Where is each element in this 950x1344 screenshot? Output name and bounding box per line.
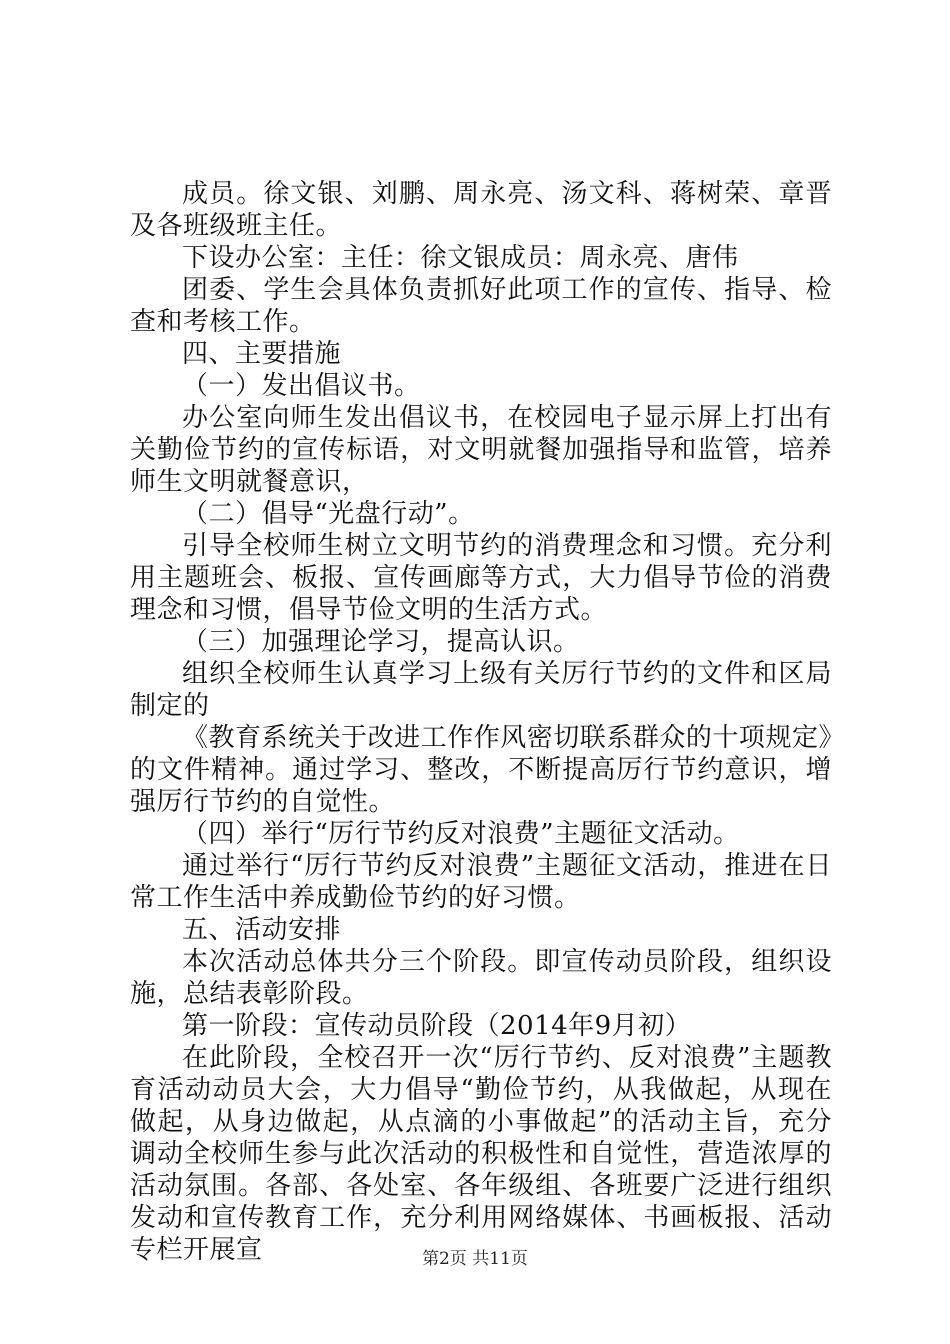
paragraph-proposal: 办公室向师生发出倡议书，在校园电子显示屏上打出有关勤俭节约的宣传标语，对文明就餐加强指导和监管，培养师生文明就餐意识， [130,403,832,497]
subheading-stage-one: 第一阶段：宣传动员阶段（2014年9月初） [182,1011,692,1041]
paragraph-three-stages: 本次活动总体共分三个阶段。即宣传动员阶段，组织设施，总结表彰阶段。 [130,947,832,1009]
paragraph-ten-rules: 《教育系统关于改进工作作风密切联系群众的十项规定》的文件精神。通过学习、整改，不断提高厉行节约意识，增强厉行节约的自觉性。 [130,723,832,817]
heading-main-measures: 四、主要措施 [182,339,342,369]
subheading-clean-plate: （二）倡导“光盘行动”。 [182,499,475,529]
paragraph-members: 成员。徐文银、刘鹏、周永亮、汤文科、蒋树荣、章晋及各班级班主任。 [130,179,832,241]
paragraph-essay-contest: 通过举行“厉行节约反对浪费”主题征文活动，推进在日常工作生活中养成勤俭节约的好习惯。 [130,851,832,913]
heading-activity-schedule: 五、活动安排 [182,915,342,945]
paragraph-stage-one: 在此阶段，全校召开一次“厉行节约、反对浪费”主题教育活动动员大会，大力倡导“勤俭节约，从我做起，从现在做起，从身边做起，从点滴的小事做起”的活动主旨，充分调动全校师生参与此次活动的积极性和自觉性，营造浓厚的活动氛围。各部、各处室、各年级组、各班要广泛进行组织发动和宣传教育工作，充分利用网络媒体、书画板报、活动专栏开展宣 [130,1043,832,1265]
page-number-footer: 第2页 共11页 [422,1249,528,1269]
subheading-essay-contest: （四）举行“厉行节约反对浪费”主题征文活动。 [182,819,740,849]
paragraph-office: 下设办公室：主任：徐文银成员：周永亮、唐伟 [182,243,739,273]
paragraph-youth-league: 团委、学生会具体负责抓好此项工作的宣传、指导、检查和考核工作。 [130,275,832,337]
subheading-proposal: （一）发出倡议书。 [182,371,421,401]
paragraph-theory-study: 组织全校师生认真学习上级有关厉行节约的文件和区局制定的 [130,659,832,721]
subheading-theory-study: （三）加强理论学习，提高认识。 [182,627,580,657]
document-body [130,178,832,1266]
paragraph-clean-plate: 引导全校师生树立文明节约的消费理念和习惯。充分利用主题班会、板报、宣传画廊等方式，大力倡导节俭的消费理念和习惯，倡导节俭文明的生活方式。 [130,531,832,625]
